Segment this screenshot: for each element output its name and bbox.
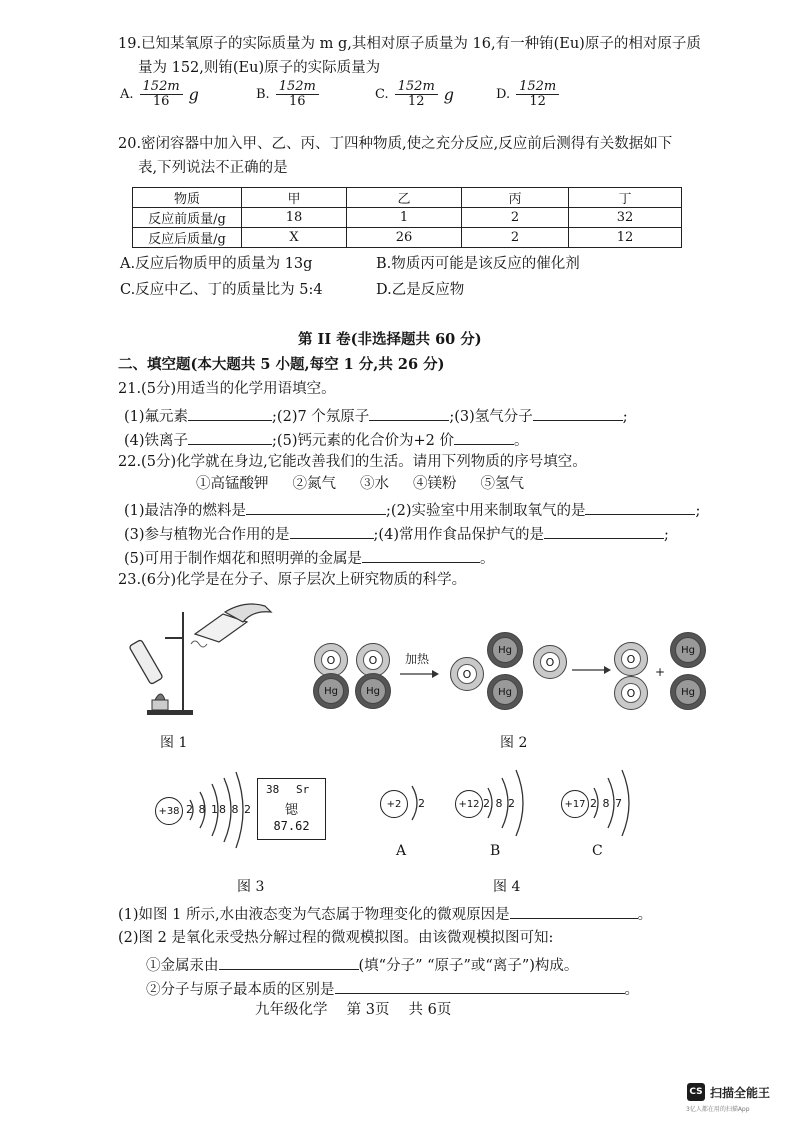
heat-label: 加热 [405,652,430,666]
figure1-label: 图 1 [160,735,188,751]
q20-option-b: B.物质丙可能是该反应的催化剂 [376,256,580,272]
oxygen-atom: O [614,676,648,710]
q23-sub2: (2)图 2 是氧化汞受热分解过程的微观模拟图。由该微观模拟图可知: [118,930,554,946]
page-footer: 九年级化学 第 3页 共 6页 [255,1002,452,1018]
cs-logo-icon: CS [687,1083,705,1101]
answer-blank[interactable] [219,955,359,970]
oxygen-atom: O [614,642,648,676]
answer-blank[interactable] [335,979,625,994]
arrow-right-icon [398,668,442,680]
table-row: 反应后质量/g X 26 2 12 [133,228,682,248]
q19-option-b: B. $\frac{152m}{16}$ [256,80,319,108]
atom-a-label: A [396,843,407,859]
element-card-sr: 38 Sr 锶 87.62 [257,778,326,840]
answer-blank[interactable] [188,430,272,445]
mercury-atom: Hg [487,674,523,710]
q19-line1: 19.已知某氧原子的实际质量为 m g,其相对原子质量为 16,有一种铕(Eu)原子的相对原子质 [118,36,701,52]
answer-blank[interactable] [246,500,386,515]
figure2-label: 图 2 [500,735,528,751]
q19-line2: 量为 152,则铕(Eu)原子的实际质量为 [138,60,381,76]
atom-b-shell-electrons: 2 8 2 [483,797,516,810]
answer-blank[interactable] [362,548,480,563]
atom-b-label: B [490,843,501,859]
table-row: 反应前质量/g 18 1 2 32 [133,208,682,228]
q22-row2: (3)参与植物光合作用的是 ;(4)常用作食品保护气的是 ; [124,524,669,544]
oxygen-atom: O [356,643,390,677]
atom-c-shell-electrons: 2 8 7 [590,797,623,810]
q22-stem: 22.(5分)化学就在身边,它能改善我们的生活。请用下列物质的序号填空。 [118,454,587,470]
figure4-label: 图 4 [493,879,521,895]
sr-nucleus: +38 [155,797,183,825]
q23-sub2a: ①金属汞由 (填“分子” “原子”或“离子”)构成。 [146,955,578,975]
q22-row3: (5)可用于制作烟花和照明弹的金属是 。 [124,548,495,568]
q20-option-a: A.反应后物质甲的质量为 13g [120,256,313,272]
oxygen-atom: O [314,643,348,677]
table-header-row: 物质 甲 乙 丙 丁 [133,188,682,208]
oxygen-atom: O [450,657,484,691]
sr-shell-electrons: 2 8 18 8 2 [186,803,252,816]
atom-c-label: C [592,843,603,859]
q22-choices: ①高锰酸钾 ②氮气 ③水 ④镁粉 ⑤氢气 [196,476,524,492]
q20-table [132,187,682,248]
atom-c-nucleus: +17 [561,790,589,818]
plus-sign: + [655,665,666,679]
figure1-apparatus [125,600,275,725]
answer-blank[interactable] [188,406,272,421]
mercury-atom: Hg [313,673,349,709]
atom-b-nucleus: +12 [455,790,483,818]
atom-a-shell-electrons: 2 [418,797,426,810]
figure3-label: 图 3 [237,879,265,895]
answer-blank[interactable] [369,406,449,421]
q20-option-c: C.反应中乙、丁的质量比为 5:4 [120,282,323,298]
answer-blank[interactable] [290,524,374,539]
q19-option-c: C. $\frac{152m}{12}$ g [375,79,455,109]
answer-blank[interactable] [510,904,638,919]
fraction: $\frac{152m}{16}$ [140,80,183,108]
oxygen-atom: O [533,645,567,679]
fraction: $\frac{152m}{12}$ [516,80,559,108]
q20-line2: 表,下列说法不正确的是 [138,160,288,176]
q21-row2: (4)铁离子 ;(5)钙元素的化合价为+2 价 。 [124,430,528,450]
q21-row1: (1)氟元素 ;(2)7 个氖原子 ;(3)氢气分子 ; [124,406,628,426]
q20-option-d: D.乙是反应物 [376,282,465,298]
mercury-atom: Hg [670,632,706,668]
q20-line1: 20.密闭容器中加入甲、乙、丙、丁四种物质,使之充分反应,反应前后测得有关数据如下 [118,136,673,152]
answer-blank[interactable] [533,406,623,421]
q22-row1: (1)最洁净的燃料是 ;(2)实验室中用来制取氧气的是 ; [124,500,700,520]
q23-stem: 23.(6分)化学是在分子、原子层次上研究物质的科学。 [118,572,467,588]
brand-name: 扫描全能王 [710,1085,771,1100]
atom-a-nucleus: +2 [380,790,408,818]
mercury-atom: Hg [670,674,706,710]
q19-option-a: A. $\frac{152m}{16}$ g [120,79,199,109]
q21-stem: 21.(5分)用适当的化学用语填空。 [118,381,336,397]
fraction: $\frac{152m}{12}$ [395,80,438,108]
brand-tagline: 3亿人都在用的扫描App [686,1106,750,1113]
answer-blank[interactable] [585,500,695,515]
answer-blank[interactable] [544,524,664,539]
answer-blank[interactable] [454,430,514,445]
arrow-right-icon [570,664,614,676]
mercury-atom: Hg [487,632,523,668]
q19-option-d: D. $\frac{152m}{12}$ [496,80,559,108]
section-title: 第 II 卷(非选择题共 60 分) [298,331,482,348]
mercury-atom: Hg [355,673,391,709]
q23-sub1: (1)如图 1 所示,水由液态变为气态属于物理变化的微观原因是 。 [118,904,652,924]
part-heading: 二、填空题(本大题共 5 小题,每空 1 分,共 26 分) [118,356,445,373]
fraction: $\frac{152m}{16}$ [276,80,319,108]
scanner-brand [687,1083,770,1101]
q23-sub2b: ②分子与原子最本质的区别是 。 [146,979,639,999]
